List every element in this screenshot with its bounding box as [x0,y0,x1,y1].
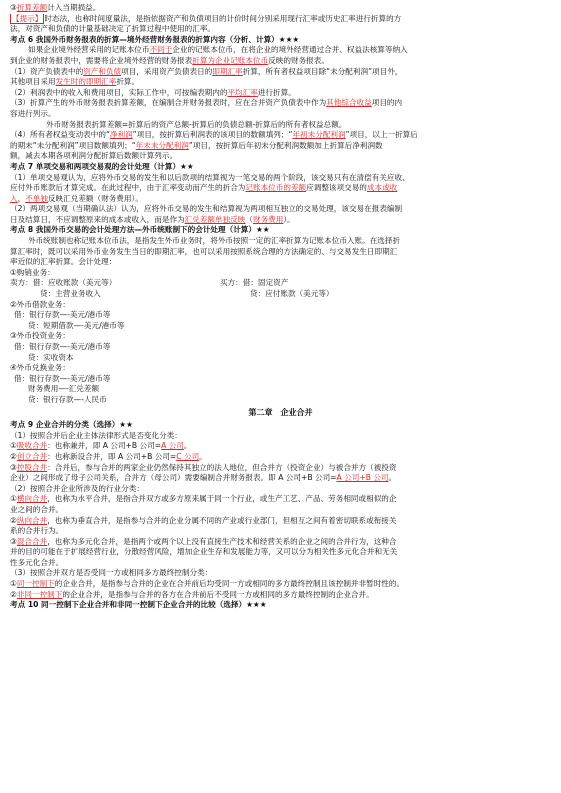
line-text: 折算，所有者权益项目除“未分配利润”项目外， [242,66,403,76]
key-term: 不同于 [149,45,173,55]
heading-text: 考点 9 企业合并的分类（选择） [10,420,120,430]
text-line: （1）单项交易观认为，应将外币交易的发生和以后款项的结算视为一笔交易的两个阶段，该交易只有在清偿有关应收、 [10,172,410,182]
text-line: （2）两项交易观（当期确认法）认为，应将外币交易的发生和结算视为两项相互独立的交易处理，该交易在报表编制 [10,204,403,214]
key-term: 同一控制下 [16,579,55,589]
key-term: 吸收合并 [16,441,48,451]
entry-line: 借：银行存款—-美元/港币等 [14,310,111,320]
line-text: 日及结算日，不应调整原来的成本或收入，而是作为 [10,214,185,224]
key-term: 折算差额 [16,3,48,12]
entry-row [10,278,551,289]
line-text: ”项目，按折算后利润表的该项目的数额填列；“ [132,130,293,140]
key-term: A 公司 [161,441,184,451]
line-text: 企业的记账本位币，在将企业的境外经营通过合并、权益法核算等纳入 [172,45,408,55]
text-line: 并的目的可能在于扩展经营行业，分散经营风险，增加企业生存和发展能力等，又可以分为相关性多元化合并和无关 [10,547,398,557]
key-term: 资产和负债 [83,66,122,76]
line-text: 项目，采用资产负债表日的 [121,66,213,76]
entry-line: 借：银行存款—-美元/港币等 [14,342,111,351]
key-term: 汇兑差额单独反映 [184,214,246,224]
section-heading [10,35,551,46]
text-line [10,130,551,141]
line-text: 。 [183,441,192,451]
line-text: ”项目，以上一折算后 [345,130,418,140]
line-text: 反映的财务报表。 [268,55,329,65]
line-text: 项目的内 [371,98,403,108]
text-line [10,88,551,99]
star-rating: ★★ [255,225,270,235]
text-line [10,141,551,152]
line-text: 企业）之间形成了母子公司关系，合并方（母公司）需要编制合并财务报表。即 A 公司+B 公司= [10,473,337,483]
text-line [10,45,551,56]
line-text: （1）资产负债表中的 [10,66,84,76]
line-text: 如果企业境外经营采用的记账本位币 [28,45,150,55]
circled-number: ① [10,441,17,451]
tip-label: 【提示】 [12,13,43,23]
line-text: （2）利润表中的收入和费用项目，实际工作中，可按编表期内的 [10,87,228,97]
text-line: （2）按照合并企业所涉及的行业分类： [10,483,144,493]
line-text: ，也称为垂直合并，是指参与合并的企业分属不同的产业或行业部门，但相互之间有着密切联系或衔接关 [47,515,397,525]
section-heading [10,600,551,611]
line-text: 应调整该项交易的 [306,183,367,193]
text-line: （1）按照合并后企业主体法律形式是否变化分类： [10,430,182,440]
key-term: 年初未分配利润 [292,130,346,140]
entry-line: 财务费用—-汇兑差额 [28,384,100,394]
seller-entry: 贷：主营业务收入 [40,289,101,299]
entry-title: ①购销业务： [10,267,55,277]
key-term: 创立合并 [16,451,48,461]
key-term: 混合合并 [16,536,48,546]
section-heading [10,162,551,173]
circled-number: ③ [10,462,17,472]
circled-number: ② [10,515,17,525]
line-text: （3）折算产生的外币财务报表折算差额，在编制合并财务报表时，应在合并资产负债表中作为 [10,98,327,108]
text-line: 率近似的汇率折算。会计处理： [10,257,117,267]
entry-line: 贷：短期借款—-美元/港币等 [28,320,125,330]
key-term: 折算为企业记账本位币 [192,55,269,65]
section-heading [10,225,551,236]
entry-line: 贷：银行存款—-人民币 [28,394,107,404]
line-text: ， [17,193,26,203]
key-term: 即期汇率 [212,66,243,76]
line-text: ）。 [283,214,295,224]
section-heading [10,420,551,431]
line-text: ”项目，按折算后年初未分配利润数额加上折算后净利润数 [188,140,383,150]
tip-line [10,14,551,25]
key-term: 年末未分配利润 [135,140,189,150]
line-text: 的期末“未分配利润”项目数额填列；“ [10,140,136,150]
key-term: 入 [10,193,18,203]
circled-number: ① [10,579,17,589]
text-line [10,516,551,527]
line-text: 折算。 [116,77,140,87]
text-line [10,441,551,452]
line-text: 其他项目采用 [10,77,56,87]
heading-text: 考点 6 我国外币财务报表的折算—境外经营财务报表的折算内容（分析、计算） [10,34,279,44]
line-text: 的企业合并，是指参与合并的企业在合并前后均受同一方或相同的多方最终控制且该控制并非暂时性的。 [54,579,405,589]
text-line [10,56,551,67]
text-line: 法，对资产和负债的计量基础决定了折算过程中使用的汇率。 [10,24,216,34]
key-term: 平均汇率 [227,87,258,97]
circled-number: ③ [10,536,17,546]
text-line [10,98,551,109]
key-term: 财务费用 [253,214,284,224]
line-text: ，也称为水平合并，是指合并双方或多方原来属于同一个行业，或生产工艺、产品、劳务相同或相似的企 [47,494,397,504]
key-term: 控股合并 [16,462,48,472]
key-term: A 公司+B 公司 [336,473,389,483]
text-line [10,194,551,205]
entry-title: ②外币借款业务： [10,299,70,309]
line-text: 。 [199,451,207,461]
entry-line: 借：银行存款—-美元/港币等 [14,373,111,383]
key-term: 不单独 [25,193,48,203]
star-rating: ★★ [119,420,133,430]
key-term: 其他综合收益 [326,98,372,108]
entry-line: 贷：实收资本 [28,352,74,362]
star-rating: ★★★ [278,34,300,44]
text-line: 额，减去本期各项利润分配折算后数额计算列示。 [10,151,178,161]
text-line [10,590,551,601]
text-line [10,473,551,484]
circled-number: ② [10,451,17,461]
text-line: 业之间的合并。 [10,504,64,514]
text-line [10,452,551,463]
text-line [10,3,551,14]
key-term: 发生时的即期汇率 [55,77,117,87]
text-line: 系的合并行为。 [10,526,64,536]
circled-number: ② [10,589,17,599]
text-line [10,537,551,548]
seller-entry: 卖方：借：应收账款（美元等） [10,278,117,288]
line-text: （4）所有者权益变动表中的“ [10,130,110,140]
line-text: （ [245,214,253,224]
text-line [10,215,551,226]
circled-number: ① [10,494,17,504]
text-line: 容进行列示。 [10,108,56,118]
key-term: 纵向合并 [16,515,48,525]
entry-title: ④外币兑换业务： [10,363,70,373]
formula-line: 外币财务报表折算差额=折算后的资产总额-折算后的负债总额-折算后的所有者权益总额。 [46,119,347,129]
buyer-entry: 买方：借：固定资产 [220,278,289,288]
text-line: （3）按照合并双方是否受同一方或相同多方最终控制分类： [10,568,213,578]
circled-number: ③ [10,3,17,12]
entry-row [10,289,551,300]
text-line [10,579,551,590]
buyer-entry: 贷：应付账款（美元等） [250,289,334,299]
text-line [10,494,551,505]
text-line: 外币统账制也称记账本位币法，是指发生外币业务时，将外币按照一定的汇率折算为记账本位币入账。在选择折 [28,236,401,246]
line-text: 应付外币账款后才算完成。在此过程中，由于汇率变动而产生的折合为 [10,183,246,193]
text-line: 算汇率时，既可以采用外币业务发生当日的即期汇率，也可以采用按照系统合理的方法确定的、与交易发生日即期汇 [10,246,398,256]
text-line [10,77,551,88]
star-rating: ★★★ [246,600,267,610]
line-text: 的企业合并，是指参与合并的各方在合并前后不受同一方或相同的多方最终控制的企业合并。 [62,589,374,599]
line-text: ，也称为多元化合并，是指两个或两个以上没有直接生产技术和经营关系的企业之间的合并行为，这种合 [47,536,397,546]
key-term: 成本或收 [366,183,398,193]
heading-text: 考点 7 单项交易和两项交易观的会计处理（计算） [10,161,181,171]
line-text: ：合并后，参与合并的两家企业仍然保持其独立的法人地位，但合并方（投资企业）与被合并方（被投资 [47,462,397,472]
key-term: 净利润 [109,130,133,140]
key-term: 记账本位币的差额 [245,183,307,193]
line-text: ：也称兼并，即 A 公司+B 公司= [47,441,162,451]
chapter-title: 第二章 企业合并 [248,407,313,417]
text-line: 性多元化合并。 [10,557,64,567]
line-text: 计入当期损益。 [47,3,101,12]
line-text: 进行折算。 [257,87,296,97]
key-term: 横向合并 [16,494,48,504]
text-line [10,463,551,474]
star-rating: ★★ [180,161,194,171]
heading-text: 考点 10 同一控制下企业合并和非同一控制下企业合并的比较（选择） [10,600,247,610]
heading-text: 考点 8 我国外币交易的会计处理方法—外币统账制下的会计处理（计算） [10,225,256,235]
line-text: 。 [388,473,397,483]
text-line [10,67,551,78]
entry-title: ③外币投资业务： [10,331,70,341]
line-text: ：也称新设合并，即 A 公司+B 公司= [47,451,177,461]
line-text: 时态法，也称时间度量法，是指依据资产和负债项目的计价时间分别采用现行汇率或历史汇率进行折算的方 [44,13,402,23]
line-text: 到企业的财务报表中，需要将企业境外经营的财务报表 [10,55,193,65]
key-term: 非同一控制下 [16,589,63,599]
line-text: 反映汇兑差额（财务费用）。 [47,193,143,203]
text-line [10,183,551,194]
key-term: C 公司 [176,451,200,461]
